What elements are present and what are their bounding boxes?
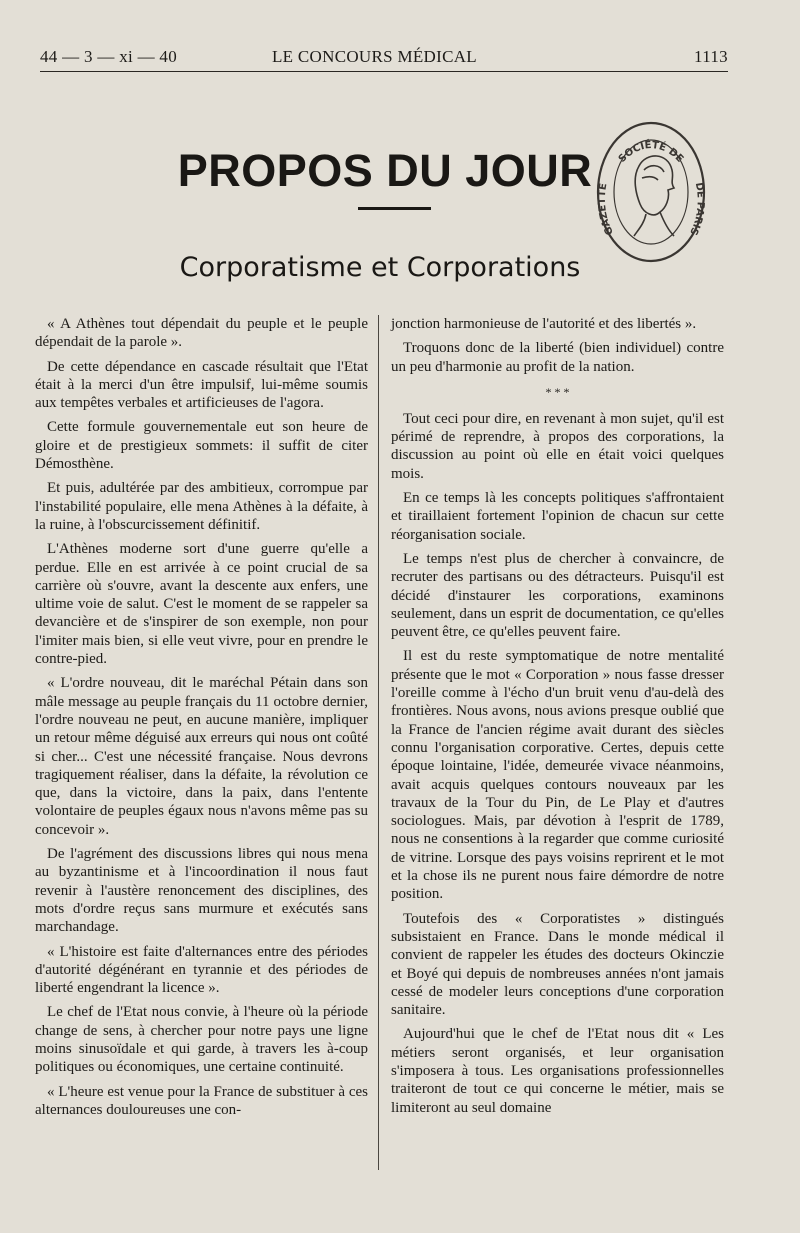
left-column	[35, 315, 368, 1125]
stamp-text-top: SOCIÉTÉ DE	[616, 139, 686, 165]
paragraph: De l'agrément des discussions libres qui nous mena au byzantinisme et à l'incoordination il nous faut revenir à l'austère renoncement des disciplines, des mots d'ordre reçus sans murmure et exécutés sans marchandage.	[35, 846, 368, 936]
paragraph: L'Athènes moderne sort d'une guerre qu'elle a perdue. Elle en est arrivée à ce point crucial de sa carrière où s'ouvre, avant la descente aux enfers, une ultime voie de salut. C'est le moment de se rappeler sa devancière et de s'inspirer de son exemple, non pour l'imiter mais bien, si elle veut vivre, pour en prendre le contre-pied.	[35, 541, 368, 668]
paragraph: Cette formule gouvernementale eut son heure de gloire et de prestigieux sommets: il suffit de citer Démosthène.	[35, 419, 368, 473]
library-stamp	[594, 118, 708, 266]
journal-name: LE CONCOURS MÉDICAL	[272, 47, 477, 66]
paragraph: jonction harmonieuse de l'autorité et des libertés ».	[391, 316, 697, 332]
paragraph: Tout ceci pour dire, en revenant à mon sujet, qu'il est périmé de reprendre, à propos des corporations, la discussion au point où elle en était voici quelques mois.	[391, 410, 724, 482]
svg-text:DE PARIS	[687, 182, 706, 237]
paragraph: De cette dépendance en cascade résultait que l'Etat était à la merci d'un être impulsif, lui-même soumis aux tempêtes verbales et artificieuses de l'agora.	[35, 358, 368, 412]
right-column	[391, 315, 724, 1123]
running-header	[40, 47, 728, 71]
svg-text:GAZETTE	[597, 182, 616, 236]
paragraph: « A Athènes tout dépendait du peuple et le peuple dépendait de la parole ».	[35, 316, 368, 351]
page-number: 1113	[694, 47, 728, 66]
page-title: PROPOS DU JOUR	[177, 145, 593, 196]
article-subtitle: Corporatisme et Corporations	[179, 252, 581, 283]
paragraph: Le temps n'est plus de chercher à convaincre, de recruter des partisans ou des détracteurs. Puisqu'il est décidé d'instaurer les corporations, examinons seulement, dans un esprit de documentation, ce qu'elles peuvent être, ce qu'elles peuvent faire.	[391, 550, 724, 641]
title-underline	[358, 207, 431, 210]
paragraph: Il est du reste symptomatique de notre mentalité présente que le mot « Corporation » nous fasse dresser l'oreille comme à l'écho d'un bruit venu d'au-delà des frontières. Nous avons, nous avions presque oublié que la France de l'ancien régime avait durant des siècles connu l'organisation corporative. Certes, depuis cette époque lointaine, l'idée, demeurée vivace néanmoins, avait acquis quelques contours nouveaux par les travaux de la Tour du Pin, de Le Play et d'autres sociologues. Mais, par dévotion à l'esprit de 1789, nous ne consentions à la regarder que comme curiosité de vitrine. Lorsque des pays voisins reprirent et le mot et la chose ils ne purent nous faire démordre de notre position.	[391, 648, 724, 903]
paragraph: « L'ordre nouveau, dit le maréchal Pétain dans son mâle message au peuple français du 11 octobre dernier, l'ordre nouveau ne peut, en aucune manière, impliquer un retour même déguisé aux erreurs qui nous ont coûté si cher... C'est une nécessité française. Nous devrons tragiquement réaliser, dans la défaite, la révolution ce que, dans la victoire, dans la paix, dans l'entente volontaire de peuples égaux nous n'avons même pas su concevoir ».	[35, 675, 368, 838]
paragraph: Toutefois des « Corporatistes » distingués subsistaient en France. Dans le monde médical il convient de rappeler les études des docteurs Okinczie et Boyé qui depuis de nombreuses années n'ont jamais cessé de modeler leurs conceptions d'une corporation sanitaire.	[391, 910, 724, 1019]
stamp-text-right: DE PARIS	[687, 181, 706, 237]
paragraph: En ce temps là les concepts politiques s'affrontaient et tiraillaient fortement l'opinion de chacun sur cette réorganisation sociale.	[391, 490, 724, 543]
paragraph: « L'heure est venue pour la France de substituer à ces alternances douloureuses une con-	[35, 1083, 368, 1118]
stamp-text-left: GAZETTE	[596, 182, 617, 237]
portrait-profile	[634, 156, 674, 236]
section-separator: * * *	[545, 384, 570, 399]
paragraph: Troquons donc de la liberté (bien individuel) contre un peu d'harmonie au profit de la nation.	[391, 340, 724, 375]
header-rule	[40, 71, 728, 72]
paragraph: Et puis, adultérée par des ambitieux, corrompue par l'instabilité populaire, elle mena Athènes à la défaite, à la ruine, à l'obscurcissement définitif.	[35, 480, 368, 533]
column-divider	[378, 315, 379, 1170]
svg-text:SOCIÉTÉ DE	[617, 138, 686, 165]
paragraph: Aujourd'hui que le chef de l'Etat nous dit « Les métiers seront organisés, et leur organisation s'imposera à tous. Les organisations professionnelles traiteront de tout ce qui concerne le métier, mais se limiteront au seul domaine	[391, 1026, 724, 1116]
issue-date: 44 — 3 — xi — 40	[40, 47, 178, 66]
paragraph: Le chef de l'Etat nous convie, à l'heure où la période change de sens, à chercher pour notre pays une ligne moins sinusoïdale et qui garde, à travers les à-coup politiques ou économiques, une certaine continuité.	[35, 1004, 368, 1076]
paragraph: « L'histoire est faite d'alternances entre des périodes d'autorité dégénérant en tyrannie et des périodes de liberté engendrant la licence ».	[35, 943, 368, 997]
